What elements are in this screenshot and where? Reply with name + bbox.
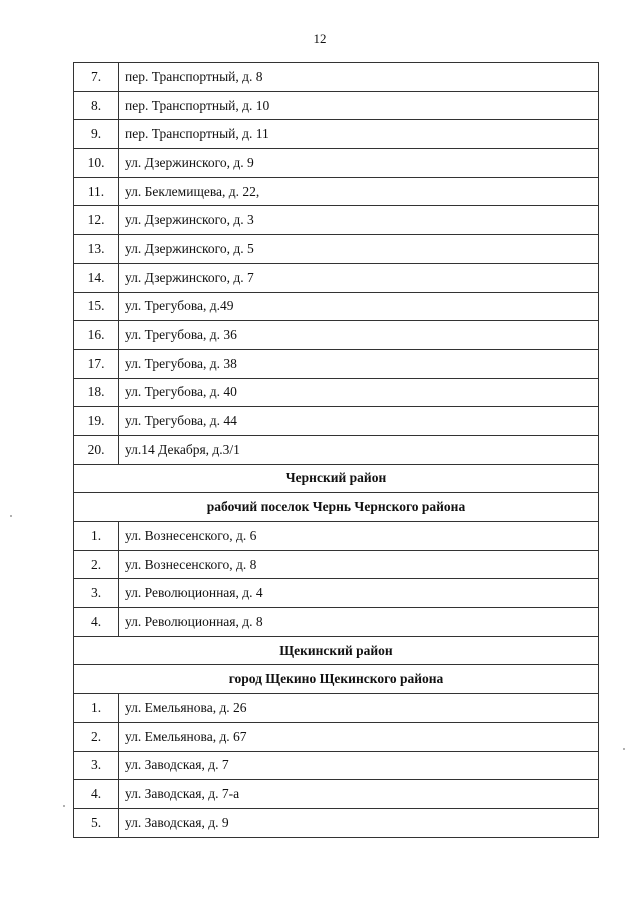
address-cell: ул. Трегубова, д. 44	[119, 407, 599, 436]
row-number: 2.	[74, 550, 119, 579]
address-table	[73, 62, 599, 838]
table-row	[74, 407, 599, 436]
table-row	[74, 550, 599, 579]
address-cell: ул. Революционная, д. 8	[119, 608, 599, 637]
section-heading: город Щекино Щекинского района	[74, 665, 599, 694]
table-row	[74, 63, 599, 92]
table-row	[74, 579, 599, 608]
section-header-row	[74, 636, 599, 665]
table-row	[74, 751, 599, 780]
section-header-row	[74, 665, 599, 694]
row-number: 5.	[74, 808, 119, 837]
table-row	[74, 608, 599, 637]
row-number: 3.	[74, 579, 119, 608]
row-number: 19.	[74, 407, 119, 436]
address-cell: ул. Заводская, д. 7-а	[119, 780, 599, 809]
row-number: 1.	[74, 522, 119, 551]
row-number: 16.	[74, 321, 119, 350]
table-row	[74, 321, 599, 350]
section-header-row	[74, 464, 599, 493]
row-number: 9.	[74, 120, 119, 149]
address-cell: ул. Заводская, д. 9	[119, 808, 599, 837]
row-number: 13.	[74, 235, 119, 264]
address-cell: ул. Емельянова, д. 26	[119, 694, 599, 723]
row-number: 7.	[74, 63, 119, 92]
row-number: 17.	[74, 349, 119, 378]
table-row	[74, 292, 599, 321]
address-cell: ул. Беклемищева, д. 22,	[119, 177, 599, 206]
row-number: 15.	[74, 292, 119, 321]
address-cell: ул. Вознесенского, д. 6	[119, 522, 599, 551]
table-row	[74, 120, 599, 149]
row-number: 14.	[74, 263, 119, 292]
table-row	[74, 522, 599, 551]
address-cell: ул. Заводская, д. 7	[119, 751, 599, 780]
row-number: 8.	[74, 91, 119, 120]
row-number: 12.	[74, 206, 119, 235]
table-row	[74, 780, 599, 809]
scan-speck	[10, 515, 12, 517]
address-cell: ул. Дзержинского, д. 5	[119, 235, 599, 264]
scan-speck	[63, 805, 65, 807]
address-cell: пер. Транспортный, д. 10	[119, 91, 599, 120]
scan-speck	[623, 748, 625, 750]
table-row	[74, 206, 599, 235]
address-cell: ул. Трегубова, д. 38	[119, 349, 599, 378]
table-row	[74, 349, 599, 378]
address-cell: ул. Емельянова, д. 67	[119, 722, 599, 751]
table-row	[74, 378, 599, 407]
table-row	[74, 694, 599, 723]
address-cell: ул. Вознесенского, д. 8	[119, 550, 599, 579]
table-row	[74, 722, 599, 751]
address-cell: пер. Транспортный, д. 11	[119, 120, 599, 149]
page-number: 12	[313, 31, 327, 46]
row-number: 3.	[74, 751, 119, 780]
address-table-body	[74, 63, 599, 838]
row-number: 11.	[74, 177, 119, 206]
section-header-row	[74, 493, 599, 522]
table-row	[74, 263, 599, 292]
table-row	[74, 149, 599, 178]
row-number: 20.	[74, 435, 119, 464]
address-cell: ул. Дзержинского, д. 3	[119, 206, 599, 235]
address-cell: пер. Транспортный, д. 8	[119, 63, 599, 92]
section-heading: Щекинский район	[74, 636, 599, 665]
row-number: 2.	[74, 722, 119, 751]
address-cell: ул. Трегубова, д. 36	[119, 321, 599, 350]
section-heading: рабочий поселок Чернь Чернского района	[74, 493, 599, 522]
address-cell: ул. Дзержинского, д. 9	[119, 149, 599, 178]
table-row	[74, 91, 599, 120]
section-heading: Чернский район	[74, 464, 599, 493]
address-cell: ул. Трегубова, д.49	[119, 292, 599, 321]
row-number: 18.	[74, 378, 119, 407]
table-row	[74, 177, 599, 206]
address-cell: ул.14 Декабря, д.3/1	[119, 435, 599, 464]
address-cell: ул. Дзержинского, д. 7	[119, 263, 599, 292]
row-number: 1.	[74, 694, 119, 723]
row-number: 10.	[74, 149, 119, 178]
row-number: 4.	[74, 608, 119, 637]
table-row	[74, 235, 599, 264]
table-row	[74, 808, 599, 837]
address-cell: ул. Трегубова, д. 40	[119, 378, 599, 407]
row-number: 4.	[74, 780, 119, 809]
address-cell: ул. Революционная, д. 4	[119, 579, 599, 608]
table-row	[74, 435, 599, 464]
